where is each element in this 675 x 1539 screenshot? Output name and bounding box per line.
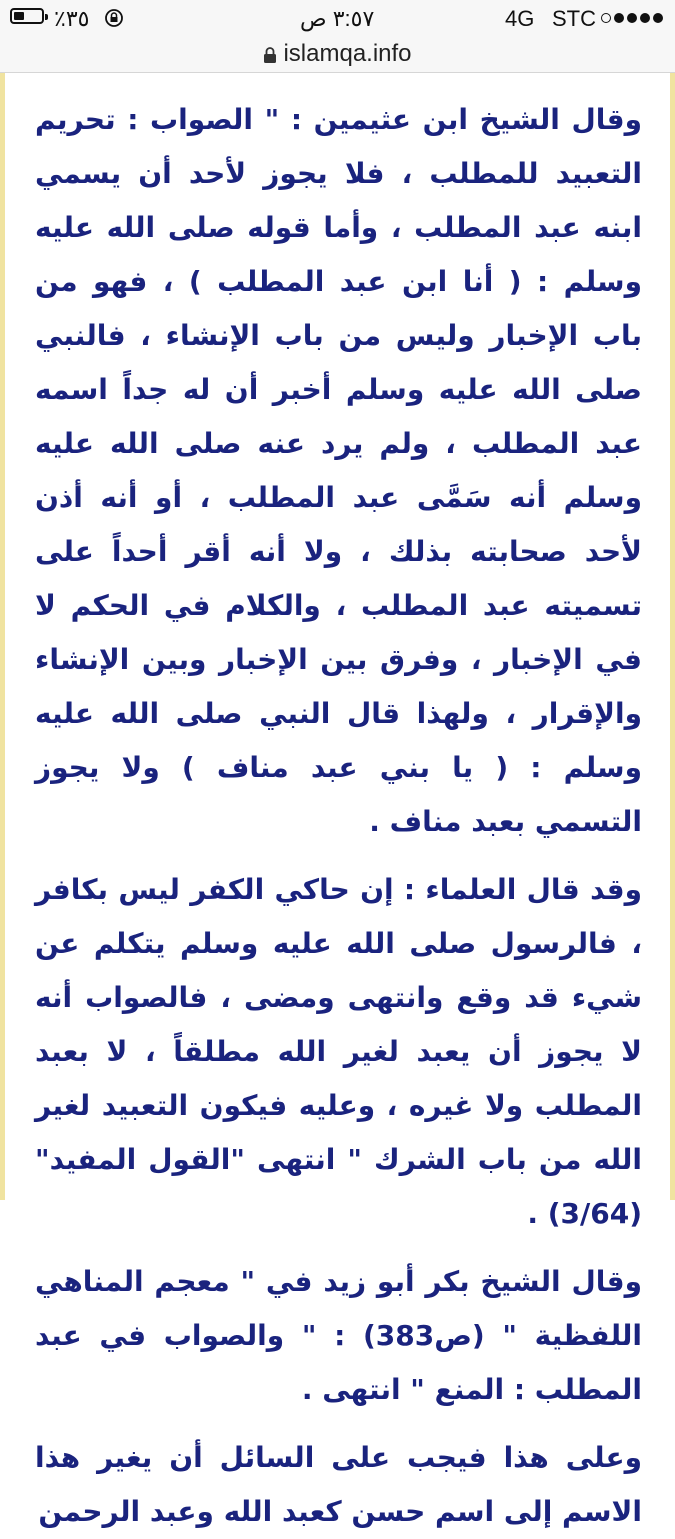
address-bar[interactable]: [0, 36, 675, 73]
network-type: 4G: [505, 6, 535, 31]
article-paragraph: وعلى هذا فيجب على السائل أن يغير هذا الاسم إلى اسم حسن كعبد الله وعبد الرحمن: [35, 1441, 642, 1528]
status-bar: [0, 0, 675, 36]
article-paragraph: وقال الشيخ بكر أبو زيد في " معجم المناهي اللفظية " (ص383) : " والصواب في عبد المطلب : المنع " انتهى .: [35, 1265, 643, 1406]
article-paragraph: وقد قال العلماء : إن حاكي الكفر ليس بكافر ، فالرسول صلى الله عليه وسلم يتكلم عن شيء قد وقع وانتهى ومضى ، فالصواب أنه لا يجوز أن يعبد لغير الله مطلقاً ، لا بعبد المطلب ولا غيره ، وعليه فيكون التعبيد لغير الله من باب الشرك " انتهى "القول المفيد" (3/64) .: [35, 873, 642, 1230]
battery-icon: [10, 8, 44, 24]
carrier-name: STC: [552, 6, 596, 31]
rotation-lock-icon: [104, 8, 124, 28]
clock: ٣:٥٧ ص: [300, 6, 375, 31]
article-paragraph: وقال الشيخ ابن عثيمين : " الصواب : تحريم التعبيد للمطلب ، فلا يجوز لأحد أن يسمي ابنه عبد المطلب ، وأما قوله صلى الله عليه وسلم : ( أنا ابن عبد المطلب ) ، فهو من باب الإخبار وليس من باب الإنشاء ، فالنبي صلى الله عليه وسلم أخبر أن له جداً اسمه عبد المطلب ، ولم يرد عنه صلى الله عليه وسلم أنه سَمَّى عبد المطلب ، أو أنه أذن لأحد صحابته بذلك ، ولا أنه أقر أحداً على تسميته عبد المطلب ، والكلام في الحكم لا في الإخبار ، وفرق بين الإخبار وبين الإنشاء والإقرار ، ولهذا قال النبي صلى الله عليه وسلم : ( يا بني عبد مناف ) ولا يجوز التسمي بعبد مناف .: [35, 103, 642, 838]
article-content: [0, 73, 675, 1528]
signal-strength-icon: [601, 13, 663, 23]
url-text[interactable]: islamqa.info: [283, 40, 412, 67]
lock-icon: [263, 46, 277, 64]
battery-percent: ٪٣٥: [54, 6, 90, 31]
